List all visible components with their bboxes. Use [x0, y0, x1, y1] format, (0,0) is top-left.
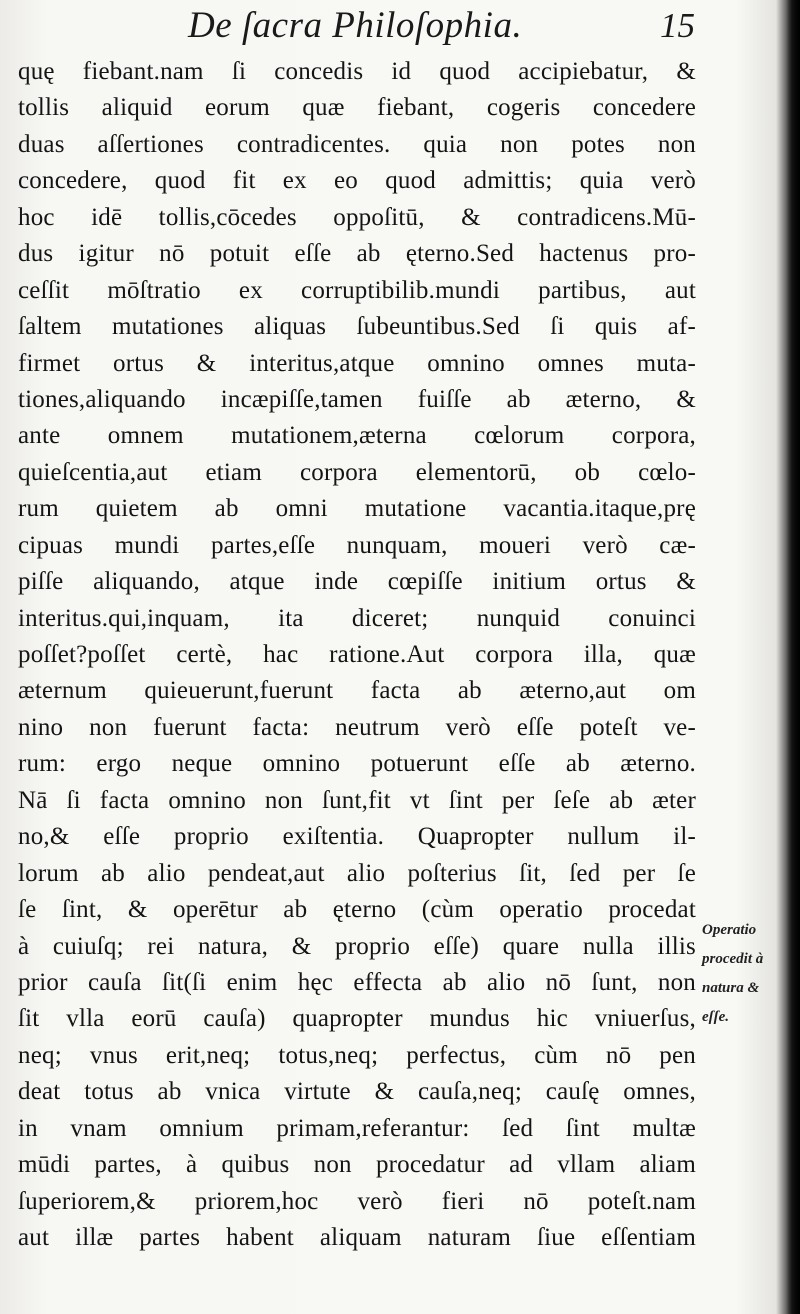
text-line: Nā ſi facta omnino non ſunt,fit vt ſint per ſeſe ab æter [18, 786, 696, 814]
text-line: dus igitur nō potuit eſſe ab ęterno.Sed hactenus pro- [18, 240, 696, 268]
margin-note-line: natura & [702, 980, 760, 996]
margin-note-line: procedit à [702, 951, 764, 967]
text-line: quę fiebant.nam ſi concedis id quod accipiebatur, & [18, 58, 696, 85]
text-line: prior cauſa ſit(ſi enim hęc effecta ab alio nō ſunt, non [18, 968, 696, 996]
margin-note-line: Operatio [702, 922, 757, 938]
text-line: lorum ab alio pendeat,aut alio poſterius ſit, ſed per ſe [18, 859, 696, 887]
text-line: quieſcentia,aut etiam corpora elementorū, ob cœlo- [18, 458, 696, 486]
text-line: rum quietem ab omni mutatione vacantia.itaque,prę [18, 495, 696, 523]
text-line: nino non fuerunt facta: neutrum verò eſſe poteſt ve- [18, 713, 696, 741]
body-text [18, 54, 696, 1256]
text-line: cipuas mundi partes,eſſe nunquam, moueri verò cæ- [18, 531, 696, 559]
text-line: hoc idē tollis,cōcedes oppoſitū, & contradicens.Mū- [18, 203, 696, 231]
text-line: in vnam omnium primam,referantur: ſed ſint multæ [18, 1114, 696, 1142]
text-line: ſuperiorem,& priorem,hoc verò fieri nō poteſt.nam [18, 1187, 696, 1215]
text-line: mūdi partes, à quibus non procedatur ad vllam aliam [18, 1151, 696, 1179]
text-line: piſſe aliquando, atque inde cœpiſſe initium ortus & [18, 568, 696, 596]
running-head: De ſacra Philoſophia. [188, 5, 523, 46]
text-line: ſaltem mutationes aliquas ſubeuntibus.Sed ſi quis af- [18, 313, 696, 341]
text-line: tiones,aliquando incæpiſſe,tamen fuiſſe ab æterno, & [18, 385, 696, 413]
page-number: 15 [660, 6, 695, 45]
text-line: concedere, quod fit ex eo quod admittis; quia verò [18, 167, 696, 195]
text-line: ſit vlla eorū cauſa) quapropter mundus hic vniuerſus, [18, 1005, 696, 1033]
text-line: duas aſſertiones contradicentes. quia non potes non [18, 130, 696, 158]
text-line: neq; vnus erit,neq; totus,neq; perfectus, cùm nō pen [18, 1041, 696, 1069]
margin-note [702, 916, 798, 1032]
page-header [0, 2, 800, 50]
text-line: tollis aliquid eorum quæ fiebant, cogeris concedere [18, 94, 696, 122]
text-line: æternum quieuerunt,fuerunt facta ab æterno,aut om [18, 677, 696, 705]
page-edge-shadow [786, 0, 800, 1314]
text-line: ſe ſint, & operētur ab ęterno (cùm operatio procedat [18, 896, 696, 924]
text-line: deat totus ab vnica virtute & cauſa,neq; cauſę omnes, [18, 1078, 696, 1106]
margin-note-line: eſſe. [702, 1009, 730, 1025]
text-line: firmet ortus & interitus,atque omnino omnes muta- [18, 349, 696, 377]
text-line: aut illæ partes habent aliquam naturam ſiue eſſentiam [18, 1224, 696, 1251]
text-line: à cuiuſq; rei natura, & proprio eſſe) quare nulla illis [18, 932, 696, 960]
text-line: no,& eſſe proprio exiſtentia. Quapropter nullum il- [18, 823, 696, 851]
text-line: ceſſit mōſtratio ex corruptibilib.mundi partibus, aut [18, 276, 696, 304]
text-line: interitus.qui,inquam, ita diceret; nunquid conuinci [18, 604, 696, 632]
text-line: ante omnem mutationem,æterna cœlorum corpora, [18, 422, 696, 450]
text-line: rum: ergo neque omnino potuerunt eſſe ab æterno. [18, 750, 696, 778]
text-line: poſſet?poſſet certè, hac ratione.Aut corpora illa, quæ [18, 641, 696, 668]
